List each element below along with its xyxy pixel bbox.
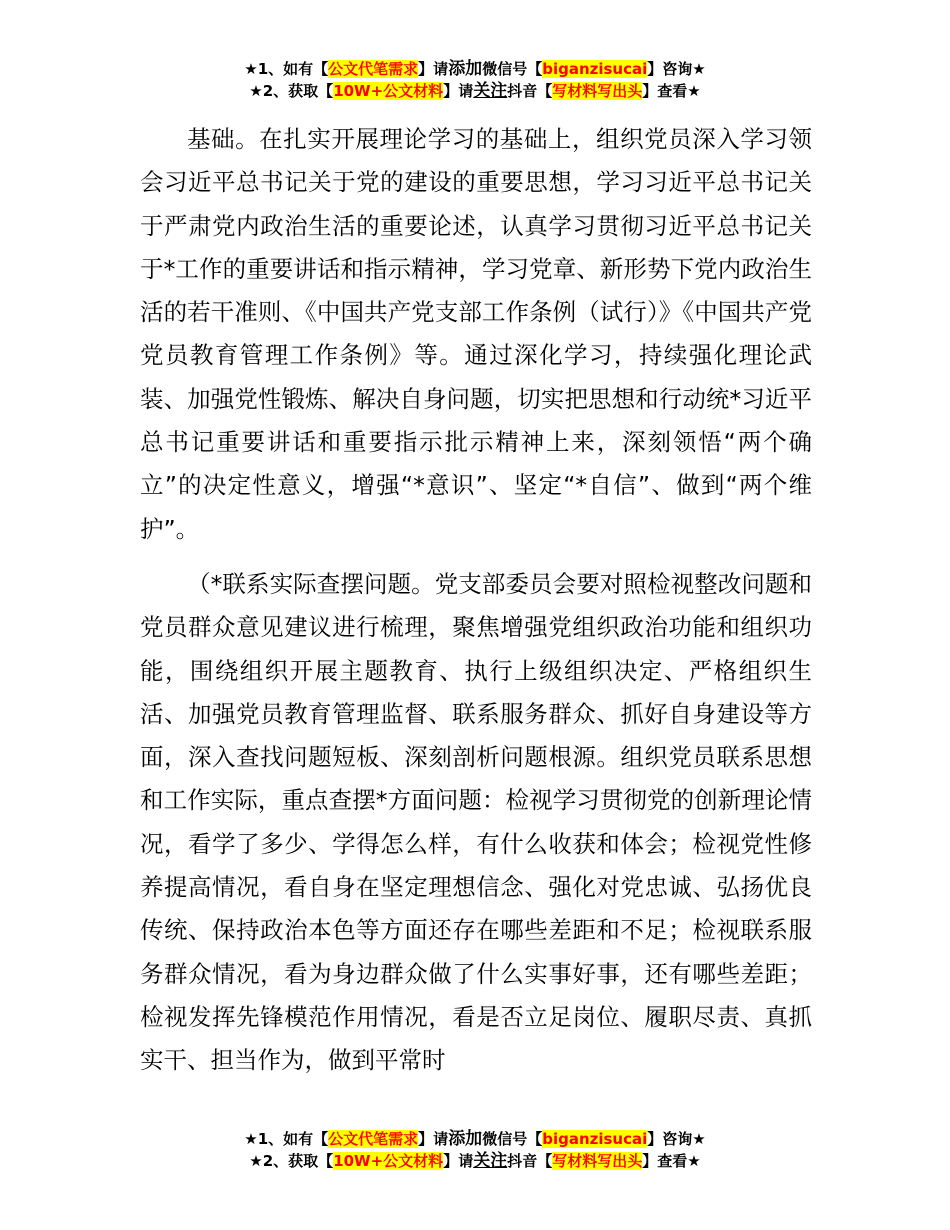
document-body <box>140 118 812 1083</box>
highlight-wechat-id: biganzisucai <box>542 60 648 78</box>
body-paragraph: 基础。在扎实开展理论学习的基础上，组织党员深入学习领会习近平总书记关于党的建设的重要思想，学习习近平总书记关于严肃党内政治生活的重要论述，认真学习贯彻习近平总书记关于*工作的重要讲话和指示精神，学习党章、新形势下党内政治生活的若干准则、《中国共产党支部工作条例（试行）》《中国共产党党员教育管理工作条例》等。通过深化学习，持续强化理论武装、加强党性锻炼、解决自身问题，切实把思想和行动统*习近平总书记重要讲话和重要指示批示精神上来，深刻领悟“两个确立”的决定性意义，增强“*意识”、坚定“*自信”、做到“两个维护”。 <box>140 125 812 543</box>
header-banner <box>0 58 950 102</box>
highlight-douyin-id: 写材料写出头 <box>552 82 643 100</box>
highlight-service: 公文代笔需求 <box>328 1130 419 1148</box>
highlight-douyin-id: 写材料写出头 <box>552 1152 643 1170</box>
footer-banner <box>0 1128 950 1172</box>
highlight-materials: 10W+公文材料 <box>333 82 444 100</box>
banner-line-1: ★1、如有【公文代笔需求】请添加微信号【biganzisucai】咨询★ <box>244 59 706 79</box>
banner-line-2: ★2、获取【10W+公文材料】请关注抖音【写材料写出头】查看★ <box>249 1151 701 1171</box>
banner-line-1: ★1、如有【公文代笔需求】请添加微信号【biganzisucai】咨询★ <box>244 1129 706 1149</box>
highlight-wechat-id: biganzisucai <box>542 1130 648 1148</box>
highlight-service: 公文代笔需求 <box>328 60 419 78</box>
banner-line-2: ★2、获取【10W+公文材料】请关注抖音【写材料写出头】查看★ <box>249 81 701 101</box>
highlight-materials: 10W+公文材料 <box>333 1152 444 1170</box>
body-paragraph: （*联系实际查摆问题。党支部委员会要对照检视整改问题和党员群众意见建议进行梳理，聚焦增强党组织政治功能和组织功能，围绕组织开展主题教育、执行上级组织决定、严格组织生活、加强党员教育管理监督、联系服务群众、抓好自身建设等方面，深入查找问题短板、深刻剖析问题根源。组织党员联系思想和工作实际，重点查摆*方面问题：检视学习贯彻党的创新理论情况，看学了多少、学得怎么样，有什么收获和体会；检视党性修养提高情况，看自身在坚定理想信念、强化对党忠诚、弘扬优良传统、保持政治本色等方面还存在哪些差距和不足；检视联系服务群众情况，看为身边群众做了什么实事好事，还有哪些差距；检视发挥先锋模范作用情况，看是否立足岗位、履职尽责、真抓实干、担当作为，做到平常时 <box>140 569 812 1075</box>
